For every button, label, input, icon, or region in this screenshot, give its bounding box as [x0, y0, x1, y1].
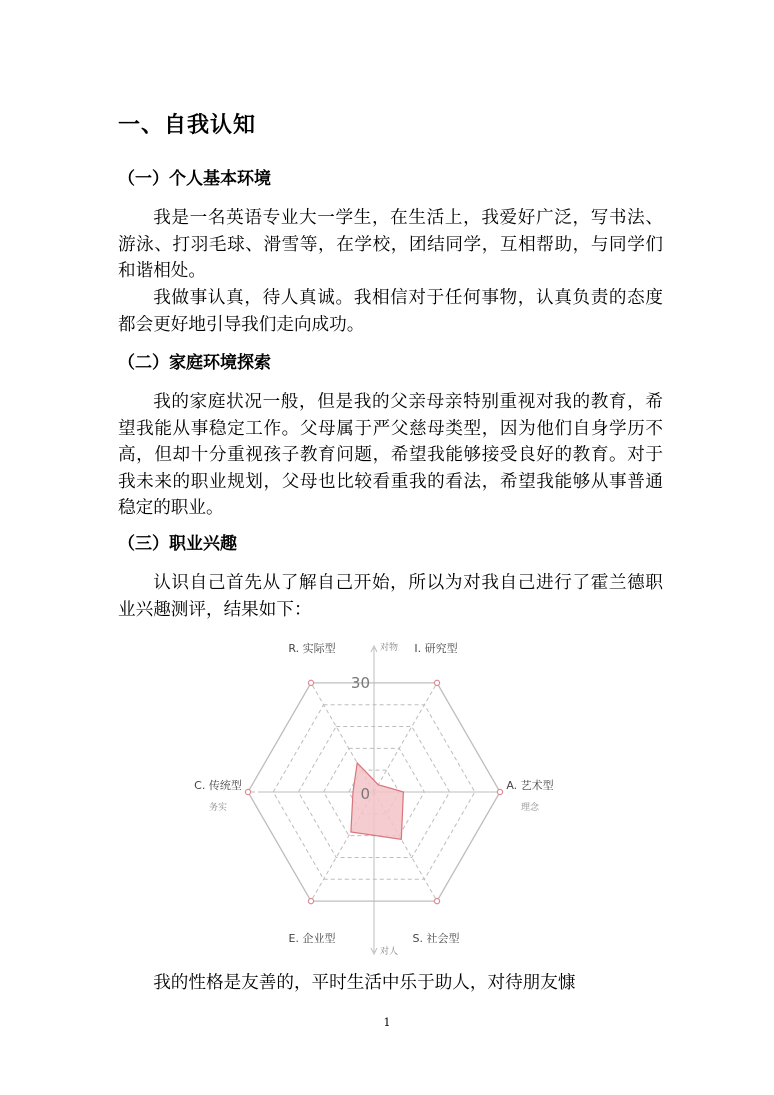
- radar-vertex-marker: [308, 899, 313, 904]
- radar-vertex-marker: [497, 789, 502, 794]
- heading-interest: （三）职业兴趣: [118, 534, 237, 554]
- section-title: 一、自我认知: [118, 112, 257, 138]
- radar-vertex-marker: [308, 680, 313, 685]
- radar-vertex-marker: [434, 899, 439, 904]
- page-number: 1: [383, 1016, 391, 1029]
- radar-axis-label: C. 传统型: [194, 779, 242, 792]
- holland-radar-chart: [188, 634, 568, 964]
- paragraph-personal-1: 我是一名英语专业大一学生，在生活上，我爱好广泛，写书法、游泳、打羽毛球、滑雪等，在学校，团结同学，互相帮助，与同学们和谐相处。: [118, 208, 663, 281]
- direction-label-top: 对物: [380, 643, 399, 653]
- direction-label-right: 理念: [520, 803, 540, 813]
- radar-vertex-marker: [434, 680, 439, 685]
- direction-label-left: 务实: [208, 803, 228, 813]
- direction-label-bottom: 对人: [380, 947, 399, 957]
- radar-center-label: 0: [360, 785, 370, 803]
- heading-personal: （一）个人基本环境: [118, 169, 271, 189]
- radar-axis-label: E. 企业型: [288, 932, 336, 945]
- radar-vertex-marker: [245, 789, 250, 794]
- radar-axis-label: R. 实际型: [288, 642, 336, 655]
- radar-axis-label: I. 研究型: [414, 642, 458, 655]
- paragraph-interest-1: 认识自己首先从了解自己开始，所以为对我自己进行了霍兰德职业兴趣测评，结果如下：: [118, 573, 663, 620]
- radar-spoke: [374, 683, 437, 792]
- radar-axis-label: A. 艺术型: [506, 779, 554, 792]
- radar-data-area: [351, 763, 404, 839]
- paragraph-personal-2: 我做事认真，待人真诚。我相信对于任何事物，认真负责的态度都会更好地引导我们走向成功。: [118, 288, 663, 335]
- radar-axis-label: S. 社会型: [412, 932, 460, 945]
- paragraph-family-1: 我的家庭状况一般，但是我的父亲母亲特别重视对我的教育，希望我能从事稳定工作。父母属于严父慈母类型，因为他们自身学历不高，但却十分重视孩子教育问题，希望我能够接受良好的教育。对于我未来的职业规划，父母也比较看重我的看法，希望我能够从事普通稳定的职业。: [118, 392, 663, 518]
- heading-family: （二）家庭环境探索: [118, 353, 271, 373]
- paragraph-interest-2: 我的性格是友善的，平时生活中乐于助人，对待朋友慷: [153, 973, 576, 993]
- radar-max-label: 30: [350, 674, 370, 692]
